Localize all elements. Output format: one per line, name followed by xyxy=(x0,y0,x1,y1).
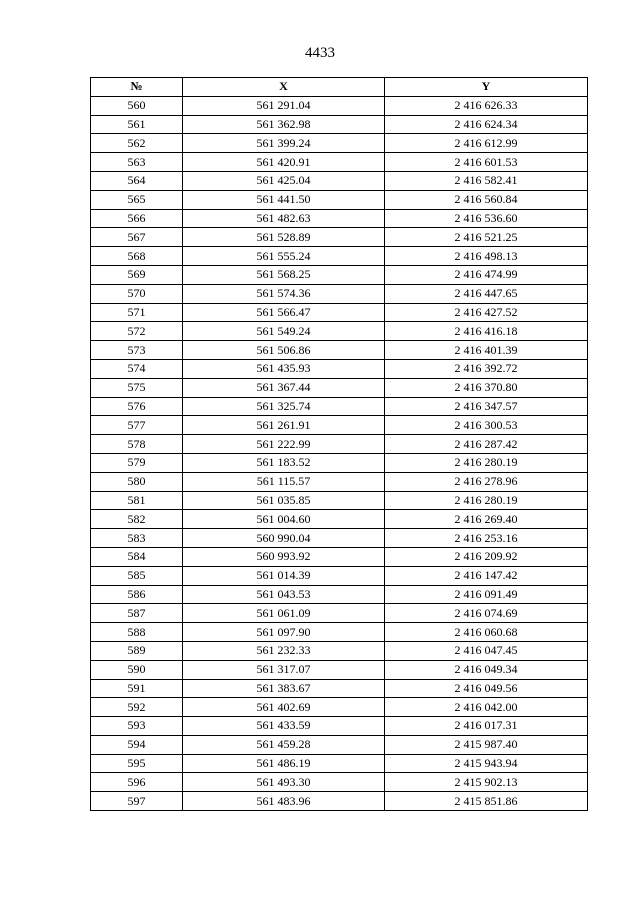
cell-y: 2 416 278.96 xyxy=(385,472,588,491)
table-row xyxy=(91,209,588,228)
cell-y: 2 415 987.40 xyxy=(385,735,588,754)
cell-x: 560 993.92 xyxy=(183,547,385,566)
cell-y: 2 416 269.40 xyxy=(385,510,588,529)
cell-x: 561 483.96 xyxy=(183,792,385,811)
cell-number: 579 xyxy=(91,453,183,472)
cell-x: 561 459.28 xyxy=(183,735,385,754)
cell-number: 576 xyxy=(91,397,183,416)
cell-number: 571 xyxy=(91,303,183,322)
cell-y: 2 416 280.19 xyxy=(385,491,588,510)
cell-y: 2 416 091.49 xyxy=(385,585,588,604)
cell-x: 561 399.24 xyxy=(183,134,385,153)
cell-number: 567 xyxy=(91,228,183,247)
cell-x: 561 486.19 xyxy=(183,754,385,773)
cell-x: 561 097.90 xyxy=(183,623,385,642)
table-row xyxy=(91,641,588,660)
cell-y: 2 416 601.53 xyxy=(385,153,588,172)
cell-x: 561 367.44 xyxy=(183,378,385,397)
cell-number: 577 xyxy=(91,416,183,435)
cell-x: 561 362.98 xyxy=(183,115,385,134)
cell-number: 589 xyxy=(91,641,183,660)
header-row xyxy=(91,78,588,97)
cell-x: 561 441.50 xyxy=(183,190,385,209)
cell-x: 561 043.53 xyxy=(183,585,385,604)
cell-x: 561 420.91 xyxy=(183,153,385,172)
table-row xyxy=(91,397,588,416)
cell-x: 561 222.99 xyxy=(183,435,385,454)
cell-x: 561 317.07 xyxy=(183,660,385,679)
table-row xyxy=(91,134,588,153)
cell-number: 572 xyxy=(91,322,183,341)
cell-number: 561 xyxy=(91,115,183,134)
cell-y: 2 415 902.13 xyxy=(385,773,588,792)
cell-y: 2 416 049.56 xyxy=(385,679,588,698)
cell-y: 2 416 147.42 xyxy=(385,566,588,585)
cell-y: 2 416 049.34 xyxy=(385,660,588,679)
cell-x: 560 990.04 xyxy=(183,529,385,548)
table-row xyxy=(91,754,588,773)
cell-y: 2 416 042.00 xyxy=(385,698,588,717)
cell-x: 561 493.30 xyxy=(183,773,385,792)
cell-y: 2 416 047.45 xyxy=(385,641,588,660)
cell-y: 2 416 209.92 xyxy=(385,547,588,566)
cell-y: 2 416 074.69 xyxy=(385,604,588,623)
cell-x: 561 291.04 xyxy=(183,96,385,115)
table-row xyxy=(91,623,588,642)
cell-x: 561 566.47 xyxy=(183,303,385,322)
cell-number: 578 xyxy=(91,435,183,454)
table-row xyxy=(91,566,588,585)
cell-number: 592 xyxy=(91,698,183,717)
page-number: 4433 xyxy=(305,45,335,61)
table-row xyxy=(91,115,588,134)
table-row xyxy=(91,435,588,454)
cell-x: 561 528.89 xyxy=(183,228,385,247)
cell-y: 2 416 280.19 xyxy=(385,453,588,472)
cell-number: 581 xyxy=(91,491,183,510)
cell-x: 561 035.85 xyxy=(183,491,385,510)
table-row xyxy=(91,698,588,717)
table-row xyxy=(91,792,588,811)
cell-x: 561 402.69 xyxy=(183,698,385,717)
cell-number: 591 xyxy=(91,679,183,698)
cell-number: 587 xyxy=(91,604,183,623)
cell-number: 582 xyxy=(91,510,183,529)
table-row xyxy=(91,153,588,172)
cell-y: 2 416 370.80 xyxy=(385,378,588,397)
cell-x: 561 482.63 xyxy=(183,209,385,228)
cell-x: 561 506.86 xyxy=(183,341,385,360)
cell-x: 561 425.04 xyxy=(183,171,385,190)
table-row xyxy=(91,547,588,566)
cell-x: 561 555.24 xyxy=(183,247,385,266)
cell-y: 2 416 498.13 xyxy=(385,247,588,266)
cell-x: 561 232.33 xyxy=(183,641,385,660)
cell-number: 597 xyxy=(91,792,183,811)
cell-x: 561 549.24 xyxy=(183,322,385,341)
table-row xyxy=(91,284,588,303)
cell-number: 595 xyxy=(91,754,183,773)
cell-y: 2 416 536.60 xyxy=(385,209,588,228)
table-row xyxy=(91,247,588,266)
table-row xyxy=(91,303,588,322)
cell-x: 561 061.09 xyxy=(183,604,385,623)
cell-y: 2 415 851.86 xyxy=(385,792,588,811)
cell-y: 2 416 287.42 xyxy=(385,435,588,454)
cell-y: 2 416 060.68 xyxy=(385,623,588,642)
cell-number: 570 xyxy=(91,284,183,303)
cell-number: 573 xyxy=(91,341,183,360)
table-row xyxy=(91,510,588,529)
cell-y: 2 416 300.53 xyxy=(385,416,588,435)
cell-number: 566 xyxy=(91,209,183,228)
cell-y: 2 416 560.84 xyxy=(385,190,588,209)
cell-number: 560 xyxy=(91,96,183,115)
cell-number: 583 xyxy=(91,529,183,548)
table-body xyxy=(91,96,588,810)
cell-number: 568 xyxy=(91,247,183,266)
cell-y: 2 416 582.41 xyxy=(385,171,588,190)
cell-number: 588 xyxy=(91,623,183,642)
cell-number: 562 xyxy=(91,134,183,153)
table-row xyxy=(91,359,588,378)
table-row xyxy=(91,341,588,360)
cell-y: 2 416 521.25 xyxy=(385,228,588,247)
table-row xyxy=(91,491,588,510)
cell-number: 585 xyxy=(91,566,183,585)
cell-number: 594 xyxy=(91,735,183,754)
table-row xyxy=(91,585,588,604)
table-row xyxy=(91,322,588,341)
cell-x: 561 183.52 xyxy=(183,453,385,472)
cell-y: 2 416 624.34 xyxy=(385,115,588,134)
cell-x: 561 435.93 xyxy=(183,359,385,378)
table-header xyxy=(91,78,588,97)
cell-x: 561 568.25 xyxy=(183,265,385,284)
table-row xyxy=(91,604,588,623)
cell-y: 2 416 401.39 xyxy=(385,341,588,360)
header-y: Y xyxy=(385,78,588,97)
table-row xyxy=(91,529,588,548)
cell-number: 590 xyxy=(91,660,183,679)
coordinates-table xyxy=(90,77,588,811)
table-row xyxy=(91,171,588,190)
cell-number: 593 xyxy=(91,717,183,736)
table-row xyxy=(91,735,588,754)
table-row xyxy=(91,773,588,792)
cell-number: 563 xyxy=(91,153,183,172)
cell-y: 2 416 626.33 xyxy=(385,96,588,115)
cell-number: 596 xyxy=(91,773,183,792)
cell-x: 561 383.67 xyxy=(183,679,385,698)
cell-x: 561 433.59 xyxy=(183,717,385,736)
cell-x: 561 004.60 xyxy=(183,510,385,529)
cell-number: 584 xyxy=(91,547,183,566)
table-row xyxy=(91,453,588,472)
cell-y: 2 416 447.65 xyxy=(385,284,588,303)
header-x: X xyxy=(183,78,385,97)
cell-y: 2 416 612.99 xyxy=(385,134,588,153)
cell-number: 575 xyxy=(91,378,183,397)
cell-number: 574 xyxy=(91,359,183,378)
cell-y: 2 415 943.94 xyxy=(385,754,588,773)
cell-x: 561 574.36 xyxy=(183,284,385,303)
cell-y: 2 416 416.18 xyxy=(385,322,588,341)
cell-number: 569 xyxy=(91,265,183,284)
table-row xyxy=(91,660,588,679)
cell-x: 561 261.91 xyxy=(183,416,385,435)
cell-y: 2 416 427.52 xyxy=(385,303,588,322)
cell-y: 2 416 253.16 xyxy=(385,529,588,548)
cell-number: 565 xyxy=(91,190,183,209)
cell-number: 564 xyxy=(91,171,183,190)
table-row xyxy=(91,679,588,698)
cell-x: 561 115.57 xyxy=(183,472,385,491)
cell-x: 561 014.39 xyxy=(183,566,385,585)
cell-x: 561 325.74 xyxy=(183,397,385,416)
table-row xyxy=(91,190,588,209)
cell-y: 2 416 474.99 xyxy=(385,265,588,284)
table-row xyxy=(91,717,588,736)
cell-y: 2 416 347.57 xyxy=(385,397,588,416)
table-row xyxy=(91,228,588,247)
cell-number: 580 xyxy=(91,472,183,491)
table-row xyxy=(91,472,588,491)
cell-number: 586 xyxy=(91,585,183,604)
cell-y: 2 416 017.31 xyxy=(385,717,588,736)
table-row xyxy=(91,416,588,435)
table-row xyxy=(91,96,588,115)
cell-y: 2 416 392.72 xyxy=(385,359,588,378)
header-number: № xyxy=(91,78,183,97)
table-row xyxy=(91,265,588,284)
table-row xyxy=(91,378,588,397)
